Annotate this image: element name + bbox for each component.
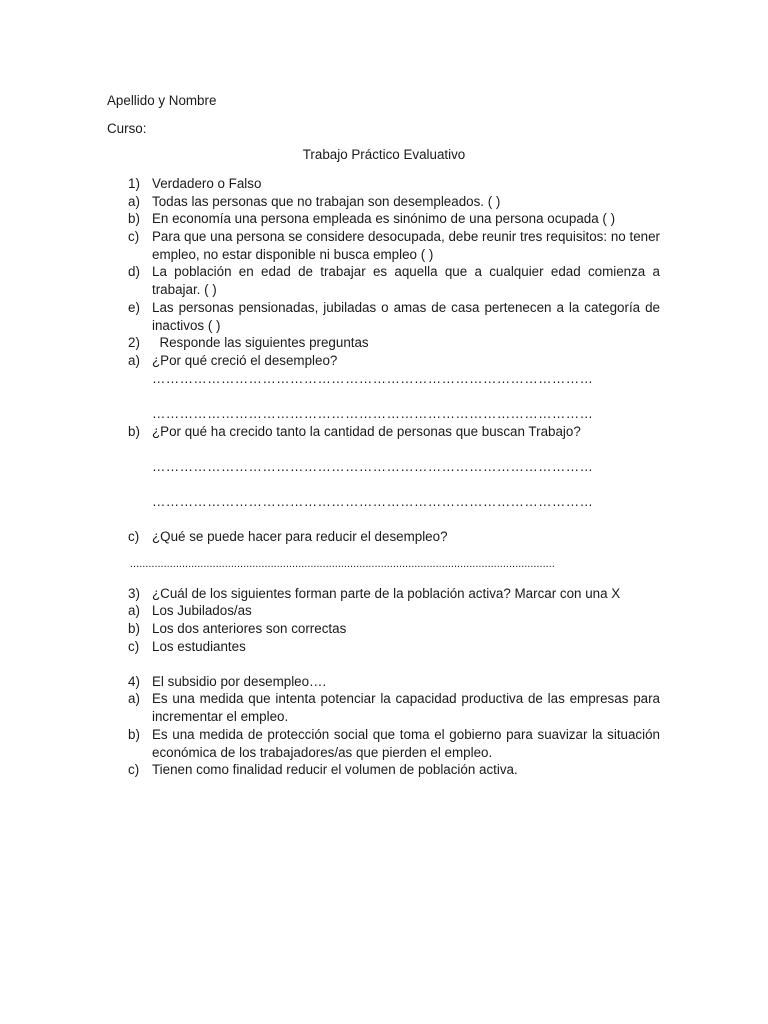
section-4-heading <box>128 673 660 691</box>
option-b[interactable] <box>128 726 660 761</box>
item-text: Los dos anteriores son correctas <box>152 621 347 636</box>
section-1-heading <box>128 175 660 193</box>
item-marker: c) <box>128 762 140 777</box>
name-label: Apellido y Nombre <box>107 93 217 108</box>
item-text: ¿Por qué creció el desempleo? <box>152 353 338 368</box>
item-marker: c) <box>128 229 140 244</box>
tf-item-a <box>128 193 660 211</box>
item-text: Todas las personas que no trabajan son desempleados. ( ) <box>152 194 501 209</box>
item-marker: b) <box>128 727 140 742</box>
answer-line[interactable]: …………………………………………………………………………………… <box>152 406 594 421</box>
item-text: La población en edad de trabajar es aquella que a cualquier edad comienza a trabajar. ( ) <box>152 264 660 297</box>
question-a <box>128 352 660 370</box>
item-text: Para que una persona se considere desocupada, debe reunir tres requisitos: no tener empleo, no estar disponible ni busca empleo ( ) <box>152 229 660 262</box>
option-a[interactable] <box>128 690 660 725</box>
option-c[interactable] <box>128 761 660 779</box>
item-text: Los estudiantes <box>152 639 246 654</box>
item-marker: a) <box>128 353 140 368</box>
item-marker: e) <box>128 300 140 315</box>
tf-item-e <box>128 299 660 334</box>
item-text: ¿Qué se puede hacer para reducir el desempleo? <box>152 529 448 544</box>
section-marker: 3) <box>128 586 140 601</box>
option-c[interactable] <box>128 638 660 656</box>
tf-item-d <box>128 263 660 298</box>
item-marker: c) <box>128 529 140 544</box>
document-title: Trabajo Práctico Evaluativo <box>302 147 466 162</box>
answer-line[interactable]: …………………………………………………………………………………… <box>152 371 594 386</box>
question-c <box>128 528 660 546</box>
item-marker: b) <box>128 424 140 439</box>
course-label: Curso: <box>107 121 147 136</box>
section-heading-text: Responde las siguientes preguntas <box>152 335 369 350</box>
tf-item-b <box>128 210 660 228</box>
item-marker: b) <box>128 211 140 226</box>
section-heading-text: Verdadero o Falso <box>152 176 262 191</box>
answer-line[interactable]: …………………………………………………………………………………… <box>152 494 594 509</box>
tf-item-c <box>128 228 660 263</box>
section-2-heading <box>128 334 660 352</box>
answer-line[interactable]: …………………………………………………………………………………… <box>152 459 594 474</box>
item-text: Las personas pensionadas, jubiladas o amas de casa pertenecen a la categoría de inactivos ( ) <box>152 300 660 333</box>
option-a[interactable] <box>128 602 660 620</box>
section-marker: 1) <box>128 176 140 191</box>
item-text: ¿Por qué ha crecido tanto la cantidad de personas que buscan Trabajo? <box>152 424 581 439</box>
item-marker: d) <box>128 264 140 279</box>
item-text: En economía una persona empleada es sinónimo de una persona ocupada ( ) <box>152 211 616 226</box>
section-marker: 2) <box>128 335 140 350</box>
item-text: Tienen como finalidad reducir el volumen de población activa. <box>152 762 518 777</box>
item-text: Los Jubilados/as <box>152 603 252 618</box>
item-text: Es una medida que intenta potenciar la capacidad productiva de las empresas para incrementar el empleo. <box>152 691 660 724</box>
section-marker: 4) <box>128 674 140 689</box>
option-b[interactable] <box>128 620 660 638</box>
section-heading-text: El subsidio por desempleo…. <box>152 674 327 689</box>
item-marker: a) <box>128 603 140 618</box>
section-3-heading <box>128 585 660 603</box>
item-marker: a) <box>128 691 140 706</box>
section-heading-text: ¿Cuál de los siguientes forman parte de la población activa? Marcar con una X <box>152 586 621 601</box>
question-b <box>128 423 660 441</box>
item-marker: c) <box>128 639 140 654</box>
answer-line[interactable]: ........................................................................................................................................... <box>130 558 555 570</box>
item-marker: b) <box>128 621 140 636</box>
item-text: Es una medida de protección social que toma el gobierno para suavizar la situación económica de los trabajadores/as que pierden el empleo. <box>152 727 660 760</box>
item-marker: a) <box>128 194 140 209</box>
